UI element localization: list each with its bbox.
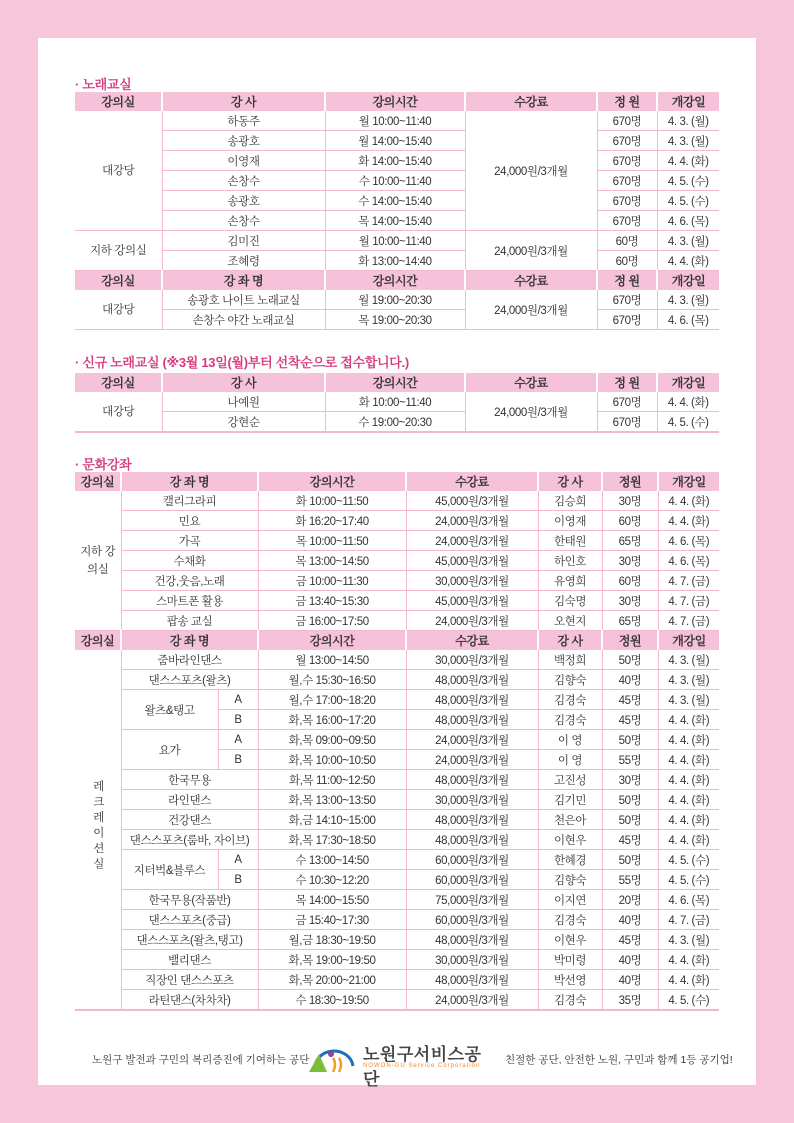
table-row [75, 151, 719, 171]
fee-cell: 24,000원/3개월 [406, 511, 538, 531]
time-cell: 금 16:00~17:50 [258, 611, 406, 631]
start-date-cell: 4. 6. (목) [658, 531, 719, 551]
time-cell: 목 19:00~20:30 [325, 310, 465, 330]
course-name-cell: 민요 [121, 511, 258, 531]
room-cell: 대강당 [75, 290, 162, 330]
time-cell: 월,수 15:30~16:50 [258, 670, 406, 690]
time-cell: 금 15:40~17:30 [258, 910, 406, 930]
start-date-cell: 4. 4. (화) [658, 970, 719, 990]
time-cell: 수 13:00~14:50 [258, 850, 406, 870]
table-row [75, 531, 719, 551]
name-cell: 송광호 [162, 131, 325, 151]
start-date-cell: 4. 4. (화) [658, 810, 719, 830]
capacity-cell: 50명 [602, 850, 658, 870]
capacity-cell: 670명 [597, 191, 657, 211]
time-cell: 목 13:00~14:50 [258, 551, 406, 571]
capacity-cell: 60명 [602, 511, 658, 531]
name-cell: 강현순 [162, 412, 325, 433]
capacity-cell: 670명 [597, 392, 657, 412]
section-title-culture: · 문화강좌 [75, 457, 132, 472]
section-cell: B [218, 710, 258, 730]
fee-cell: 24,000원/3개월 [406, 990, 538, 1011]
room-cell [75, 650, 121, 1010]
table-row [75, 730, 719, 750]
start-date-cell: 4. 5. (수) [657, 412, 719, 433]
course-name-cell: 한국무용(작품반) [121, 890, 258, 910]
fee-cell: 24,000원/3개월 [465, 392, 597, 432]
start-date-cell: 4. 4. (화) [657, 251, 719, 271]
footer-slogan-right: 친절한 공단, 안전한 노원, 구민과 함께 1등 공기업! [505, 1054, 733, 1066]
time-cell: 월 10:00~11:40 [325, 231, 465, 251]
time-cell: 화,목 10:00~10:50 [258, 750, 406, 770]
culture-table [75, 472, 719, 1011]
course-name-cell: 가곡 [121, 531, 258, 551]
logo-english: NOWON-GU Service Corporation [363, 1063, 481, 1069]
column-header: 강의실 [75, 373, 162, 392]
start-date-cell: 4. 7. (금) [658, 611, 719, 631]
name-cell: 송광호 [162, 191, 325, 211]
table-row [75, 231, 719, 251]
logo-name: 노원구서비스공단 [363, 1045, 482, 1089]
table-row [75, 611, 719, 631]
column-header: 강 좌 명 [162, 271, 325, 291]
room-label: 지하 강의실 [80, 545, 116, 576]
time-cell: 화 10:00~11:50 [258, 491, 406, 511]
fee-cell: 45,000원/3개월 [406, 591, 538, 611]
time-cell: 금 10:00~11:30 [258, 571, 406, 591]
column-header: 수강료 [406, 472, 538, 491]
fee-cell: 48,000원/3개월 [406, 970, 538, 990]
table-row [75, 491, 719, 511]
time-cell: 화,목 09:00~09:50 [258, 730, 406, 750]
start-date-cell: 4. 3. (월) [658, 650, 719, 670]
column-header: 정원 [602, 472, 658, 491]
course-name-cell: 팝송 교실 [121, 611, 258, 631]
instructor-cell: 유영희 [538, 571, 602, 591]
table-row [75, 290, 719, 310]
fee-cell: 24,000원/3개월 [465, 290, 597, 330]
course-name-cell: 수채화 [121, 551, 258, 571]
column-header: 정 원 [597, 373, 657, 392]
start-date-cell: 4. 4. (화) [658, 491, 719, 511]
fee-cell: 24,000원/3개월 [406, 531, 538, 551]
header-row [75, 271, 719, 291]
course-name-cell: 댄스스포츠(왈츠) [121, 670, 258, 690]
capacity-cell: 50명 [602, 810, 658, 830]
room-cell: 대강당 [75, 111, 162, 231]
capacity-cell: 65명 [602, 531, 658, 551]
instructor-cell: 김경숙 [538, 710, 602, 730]
start-date-cell: 4. 5. (수) [657, 171, 719, 191]
capacity-cell: 60명 [597, 251, 657, 271]
capacity-cell: 30명 [602, 551, 658, 571]
start-date-cell: 4. 4. (화) [658, 710, 719, 730]
time-cell: 화 10:00~11:40 [325, 392, 465, 412]
start-date-cell: 4. 4. (화) [658, 790, 719, 810]
room-cell: 대강당 [75, 392, 162, 432]
start-date-cell: 4. 6. (목) [657, 211, 719, 231]
time-cell: 화,금 14:10~15:00 [258, 810, 406, 830]
capacity-cell: 50명 [602, 650, 658, 670]
table-row [75, 191, 719, 211]
instructor-cell: 김기민 [538, 790, 602, 810]
column-header: 수강료 [406, 631, 538, 651]
capacity-cell: 45명 [602, 710, 658, 730]
footer [0, 1040, 794, 1089]
instructor-cell: 천은아 [538, 810, 602, 830]
start-date-cell: 4. 4. (화) [658, 511, 719, 531]
name-cell: 나예원 [162, 392, 325, 412]
table-row [75, 392, 719, 412]
capacity-cell: 50명 [602, 790, 658, 810]
time-cell: 수 10:00~11:40 [325, 171, 465, 191]
instructor-cell: 백정희 [538, 650, 602, 670]
table-row [75, 830, 719, 850]
course-name-cell: 직장인 댄스스포츠 [121, 970, 258, 990]
time-cell: 수 18:30~19:50 [258, 990, 406, 1011]
singing-table [75, 92, 719, 330]
start-date-cell: 4. 5. (수) [657, 191, 719, 211]
time-cell: 월,금 18:30~19:50 [258, 930, 406, 950]
course-name-cell: 건강댄스 [121, 810, 258, 830]
footer-slogan-left: 노원구 발전과 구민의 복리증진에 기여하는 공단 [92, 1054, 310, 1066]
fee-cell: 30,000원/3개월 [406, 650, 538, 670]
instructor-cell: 박미령 [538, 950, 602, 970]
fee-cell: 48,000원/3개월 [406, 690, 538, 710]
room-cell: 지하 강의실 [75, 231, 162, 271]
section-cell: A [218, 730, 258, 750]
capacity-cell: 40명 [602, 950, 658, 970]
fee-cell: 24,000원/3개월 [406, 750, 538, 770]
instructor-cell: 김숙명 [538, 591, 602, 611]
section-cell: B [218, 870, 258, 890]
instructor-cell: 고진성 [538, 770, 602, 790]
course-name-cell: 밸리댄스 [121, 950, 258, 970]
capacity-cell: 30명 [602, 591, 658, 611]
start-date-cell: 4. 3. (월) [657, 231, 719, 251]
fee-cell: 24,000원/3개월 [406, 730, 538, 750]
capacity-cell: 30명 [602, 770, 658, 790]
capacity-cell: 55명 [602, 870, 658, 890]
column-header: 수강료 [465, 92, 597, 111]
course-name-cell: 댄스스포츠(중급) [121, 910, 258, 930]
fee-cell: 48,000원/3개월 [406, 810, 538, 830]
name-cell: 손창수 [162, 171, 325, 191]
time-cell: 월 14:00~15:40 [325, 131, 465, 151]
name-cell: 조혜령 [162, 251, 325, 271]
column-header: 강의실 [75, 631, 121, 651]
table-row [75, 511, 719, 531]
capacity-cell: 670명 [597, 290, 657, 310]
table-row [75, 310, 719, 330]
instructor-cell: 이지연 [538, 890, 602, 910]
time-cell: 화,목 16:00~17:20 [258, 710, 406, 730]
section-cell: A [218, 690, 258, 710]
fee-cell: 48,000원/3개월 [406, 830, 538, 850]
room-label: 레크레이션실 [91, 780, 104, 873]
start-date-cell: 4. 5. (수) [658, 870, 719, 890]
course-name-cell: 요가 [121, 730, 218, 770]
start-date-cell: 4. 4. (화) [658, 730, 719, 750]
column-header: 강의시간 [325, 92, 465, 111]
start-date-cell: 4. 6. (목) [658, 890, 719, 910]
capacity-cell: 60명 [602, 571, 658, 591]
capacity-cell: 30명 [602, 491, 658, 511]
table-row [75, 890, 719, 910]
time-cell: 월 10:00~11:40 [325, 111, 465, 131]
start-date-cell: 4. 3. (월) [658, 670, 719, 690]
column-header: 강의시간 [258, 472, 406, 491]
capacity-cell: 50명 [602, 730, 658, 750]
course-name-cell: 댄스스포츠(왈츠,탱고) [121, 930, 258, 950]
column-header: 정원 [602, 631, 658, 651]
name-cell: 송광호 나이트 노래교실 [162, 290, 325, 310]
capacity-cell: 35명 [602, 990, 658, 1011]
instructor-cell: 오현지 [538, 611, 602, 631]
fee-cell: 48,000원/3개월 [406, 770, 538, 790]
start-date-cell: 4. 6. (목) [657, 310, 719, 330]
table-row [75, 990, 719, 1011]
capacity-cell: 40명 [602, 970, 658, 990]
time-cell: 목 10:00~11:50 [258, 531, 406, 551]
capacity-cell: 20명 [602, 890, 658, 910]
fee-cell: 75,000원/3개월 [406, 890, 538, 910]
time-cell: 목 14:00~15:40 [325, 211, 465, 231]
fee-cell: 48,000원/3개월 [406, 930, 538, 950]
fee-cell: 60,000원/3개월 [406, 870, 538, 890]
column-header: 강 좌 명 [121, 472, 258, 491]
fee-cell: 30,000원/3개월 [406, 790, 538, 810]
name-cell: 이영재 [162, 151, 325, 171]
section-title-singing: · 노래교실 [75, 77, 132, 92]
capacity-cell: 60명 [597, 231, 657, 251]
table-row [75, 670, 719, 690]
column-header: 수강료 [465, 271, 597, 291]
instructor-cell: 하인호 [538, 551, 602, 571]
capacity-cell: 670명 [597, 412, 657, 433]
time-cell: 수 10:30~12:20 [258, 870, 406, 890]
fee-cell: 24,000원/3개월 [465, 231, 597, 271]
column-header: 강 좌 명 [121, 631, 258, 651]
capacity-cell: 670명 [597, 151, 657, 171]
fee-cell: 24,000원/3개월 [406, 611, 538, 631]
table-row [75, 970, 719, 990]
capacity-cell: 40명 [602, 910, 658, 930]
instructor-cell: 김향숙 [538, 870, 602, 890]
fee-cell: 60,000원/3개월 [406, 910, 538, 930]
table-row [75, 850, 719, 870]
capacity-cell: 670명 [597, 171, 657, 191]
table-row [75, 131, 719, 151]
start-date-cell: 4. 3. (월) [657, 290, 719, 310]
fee-cell: 24,000원/3개월 [465, 111, 597, 231]
start-date-cell: 4. 4. (화) [658, 750, 719, 770]
time-cell: 화 16:20~17:40 [258, 511, 406, 531]
capacity-cell: 40명 [602, 670, 658, 690]
room-cell [75, 491, 121, 631]
table-row [75, 690, 719, 710]
capacity-cell: 55명 [602, 750, 658, 770]
column-header: 강의시간 [325, 271, 465, 291]
table-row [75, 790, 719, 810]
course-name-cell: 캘리그라피 [121, 491, 258, 511]
table-row [75, 910, 719, 930]
capacity-cell: 670명 [597, 310, 657, 330]
fee-cell: 60,000원/3개월 [406, 850, 538, 870]
table-row [75, 171, 719, 191]
table-row [75, 950, 719, 970]
course-name-cell: 줌바라인댄스 [121, 650, 258, 670]
instructor-cell: 김향숙 [538, 670, 602, 690]
section-cell: A [218, 850, 258, 870]
instructor-cell: 이 영 [538, 750, 602, 770]
time-cell: 화 13:00~14:40 [325, 251, 465, 271]
column-header: 강의실 [75, 271, 162, 291]
table-row [75, 111, 719, 131]
start-date-cell: 4. 7. (금) [658, 910, 719, 930]
column-header: 개강일 [658, 631, 719, 651]
course-name-cell: 지터벅&블루스 [121, 850, 218, 890]
column-header: 개강일 [657, 373, 719, 392]
table-row [75, 810, 719, 830]
capacity-cell: 45명 [602, 930, 658, 950]
time-cell: 월 13:00~14:50 [258, 650, 406, 670]
course-name-cell: 댄스스포츠(룸바, 자이브) [121, 830, 258, 850]
time-cell: 화,목 13:00~13:50 [258, 790, 406, 810]
time-cell: 월 19:00~20:30 [325, 290, 465, 310]
start-date-cell: 4. 4. (화) [658, 830, 719, 850]
time-cell: 월,수 17:00~18:20 [258, 690, 406, 710]
capacity-cell: 45명 [602, 690, 658, 710]
column-header: 강의시간 [258, 631, 406, 651]
course-name-cell: 라인댄스 [121, 790, 258, 810]
start-date-cell: 4. 3. (월) [657, 111, 719, 131]
header-row [75, 92, 719, 111]
column-header: 강 사 [538, 631, 602, 651]
fee-cell: 30,000원/3개월 [406, 571, 538, 591]
name-cell: 손창수 [162, 211, 325, 231]
capacity-cell: 670명 [597, 111, 657, 131]
time-cell: 화,목 17:30~18:50 [258, 830, 406, 850]
instructor-cell: 한혜경 [538, 850, 602, 870]
name-cell: 손창수 야간 노래교실 [162, 310, 325, 330]
start-date-cell: 4. 4. (화) [658, 950, 719, 970]
instructor-cell: 이현우 [538, 930, 602, 950]
fee-cell: 30,000원/3개월 [406, 950, 538, 970]
start-date-cell: 4. 4. (화) [658, 770, 719, 790]
column-header: 개강일 [657, 92, 719, 111]
logo [305, 1040, 495, 1089]
instructor-cell: 한태원 [538, 531, 602, 551]
capacity-cell: 65명 [602, 611, 658, 631]
time-cell: 금 13:40~15:30 [258, 591, 406, 611]
table-row [75, 770, 719, 790]
column-header: 강의시간 [325, 373, 465, 392]
table-row [75, 650, 719, 670]
time-cell: 수 14:00~15:40 [325, 191, 465, 211]
section-cell: B [218, 750, 258, 770]
instructor-cell: 김경숙 [538, 690, 602, 710]
time-cell: 화,목 20:00~21:00 [258, 970, 406, 990]
fee-cell: 45,000원/3개월 [406, 551, 538, 571]
table-row [75, 930, 719, 950]
column-header: 강의실 [75, 472, 121, 491]
logo-icon [305, 1040, 361, 1076]
column-header: 강의실 [75, 92, 162, 111]
column-header: 강 사 [162, 92, 325, 111]
instructor-cell: 김경숙 [538, 990, 602, 1011]
header-row [75, 373, 719, 392]
instructor-cell: 김승희 [538, 491, 602, 511]
start-date-cell: 4. 3. (월) [657, 131, 719, 151]
fee-cell: 45,000원/3개월 [406, 491, 538, 511]
table-row [75, 571, 719, 591]
instructor-cell: 박선영 [538, 970, 602, 990]
column-header: 강 사 [538, 472, 602, 491]
capacity-cell: 670명 [597, 211, 657, 231]
instructor-cell: 김경숙 [538, 910, 602, 930]
time-cell: 화 14:00~15:40 [325, 151, 465, 171]
time-cell: 목 14:00~15:50 [258, 890, 406, 910]
column-header: 정 원 [597, 92, 657, 111]
table-row [75, 211, 719, 231]
course-name-cell: 한국무용 [121, 770, 258, 790]
time-cell: 화,목 11:00~12:50 [258, 770, 406, 790]
section-title-new-singing: · 신규 노래교실 (※3월 13일(월)부터 선착순으로 접수합니다.) [75, 355, 409, 370]
start-date-cell: 4. 6. (목) [658, 551, 719, 571]
fee-cell: 48,000원/3개월 [406, 710, 538, 730]
column-header: 개강일 [657, 271, 719, 291]
course-name-cell: 왈츠&탱고 [121, 690, 218, 730]
start-date-cell: 4. 4. (화) [657, 151, 719, 171]
new-singing-table [75, 373, 719, 433]
start-date-cell: 4. 7. (금) [658, 571, 719, 591]
table-row [75, 412, 719, 433]
start-date-cell: 4. 7. (금) [658, 591, 719, 611]
column-header: 개강일 [658, 472, 719, 491]
time-cell: 수 19:00~20:30 [325, 412, 465, 433]
header-row [75, 472, 719, 491]
header-row [75, 631, 719, 651]
start-date-cell: 4. 3. (월) [658, 690, 719, 710]
start-date-cell: 4. 4. (화) [657, 392, 719, 412]
instructor-cell: 이현우 [538, 830, 602, 850]
instructor-cell: 이영재 [538, 511, 602, 531]
name-cell: 하동주 [162, 111, 325, 131]
start-date-cell: 4. 5. (수) [658, 990, 719, 1011]
course-name-cell: 스마트폰 활용 [121, 591, 258, 611]
column-header: 강 사 [162, 373, 325, 392]
fee-cell: 48,000원/3개월 [406, 670, 538, 690]
course-name-cell: 건강,웃음,노래 [121, 571, 258, 591]
instructor-cell: 이 영 [538, 730, 602, 750]
column-header: 수강료 [465, 373, 597, 392]
table-row [75, 251, 719, 271]
table-row [75, 551, 719, 571]
start-date-cell: 4. 3. (월) [658, 930, 719, 950]
capacity-cell: 670명 [597, 131, 657, 151]
name-cell: 김미진 [162, 231, 325, 251]
column-header: 정 원 [597, 271, 657, 291]
table-row [75, 591, 719, 611]
course-name-cell: 라틴댄스(차차차) [121, 990, 258, 1011]
capacity-cell: 45명 [602, 830, 658, 850]
start-date-cell: 4. 5. (수) [658, 850, 719, 870]
time-cell: 화,목 19:00~19:50 [258, 950, 406, 970]
